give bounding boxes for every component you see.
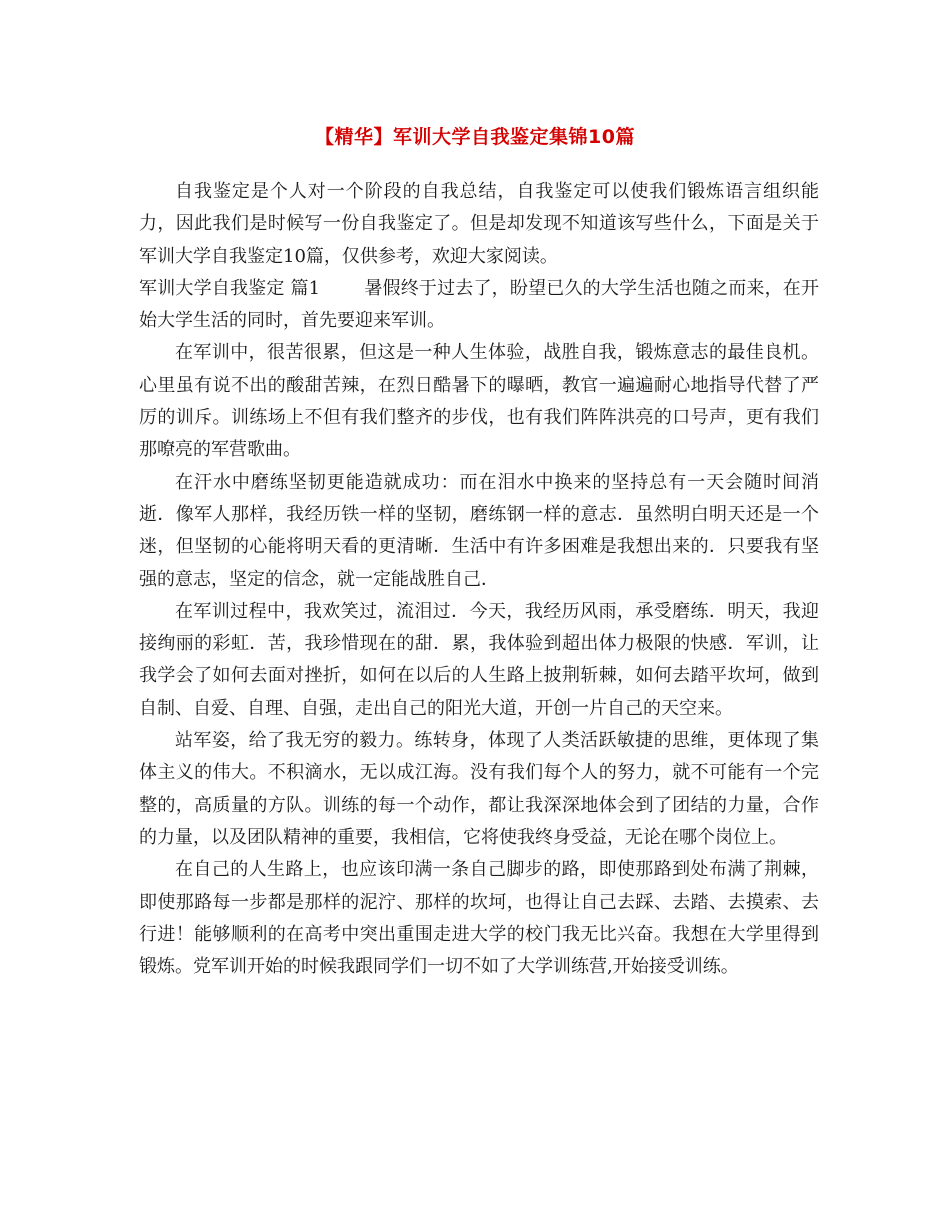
document-title: 【精华】军训大学自我鉴定集锦10篇 xyxy=(315,126,635,148)
body-paragraph: 在军训过程中，我欢笑过，流泪过．今天，我经历风雨，承受磨练．明天，我迎接绚丽的彩虹．苦，我珍惜现在的甜．累，我体验到超出体力极限的快感．军训，让我学会了如何去面对挫折，如何在以后的人生路上披荆斩棘，如何去踏平坎坷，做到自制、自爱、自理、自强，走出自己的阳光大道，开创一片自己的天空来。 xyxy=(139,600,819,719)
section-heading-paragraph xyxy=(139,273,819,338)
intro-paragraph: 自我鉴定是个人对一个阶段的自我总结，自我鉴定可以使我们锻炼语言组织能力，因此我们是时候写一份自我鉴定了。但是却发现不知道该写些什么，下面是关于军训大学自我鉴定10篇，仅供参考，欢迎大家阅读。 xyxy=(139,181,819,267)
body-paragraph: 在军训中，很苦很累，但这是一种人生体验，战胜自我，锻炼意志的最佳良机。心里虽有说不出的酸甜苦辣，在烈日酷暑下的曝晒，教官一遍遍耐心地指导代替了严厉的训斥。训练场上不但有我们整齐的步伐，也有我们阵阵洪亮的口号声，更有我们那嘹亮的军营歌曲。 xyxy=(139,342,819,461)
body-paragraph: 站军姿，给了我无穷的毅力。练转身，体现了人类活跃敏捷的思维，更体现了集体主义的伟大。不积滴水，无以成江海。没有我们每个人的努力，就不可能有一个完整的，高质量的方队。训练的每一个动作，都让我深深地体会到了团结的力量，合作的力量，以及团队精神的重要，我相信，它将使我终身受益，无论在哪个岗位上。 xyxy=(139,730,819,848)
body-paragraph: 在自己的人生路上，也应该印满一条自己脚步的路，即使那路到处布满了荆棘，即使那路每一步都是那样的泥泞、那样的坎坷，也得让自己去踩、去踏、去摸索、去行进！能够顺利的在高考中突出重围走进大学的校门我无比兴奋。我想在大学里得到锻炼。党军训开始的时候我跟同学们一切不如了大学训练营,开始接受训练。 xyxy=(139,859,819,978)
section-lead: 暑假终于过去了，盼望已久的大学生活也随之而来，在开始大学生活的同时，首先要迎来军训。 xyxy=(139,277,819,332)
document-body xyxy=(139,176,819,983)
section-title: 军训大学自我鉴定 篇1 xyxy=(139,277,321,299)
body-paragraph: 在汗水中磨练坚韧更能造就成功：而在泪水中换来的坚持总有一天会随时间消逝．像军人那样，我经历铁一样的坚韧，磨练钢一样的意志．虽然明白明天还是一个迷，但坚韧的心能将明天看的更清晰．生活中有许多困难是我想出来的．只要我有坚强的意志，坚定的信念，就一定能战胜自己． xyxy=(139,471,819,590)
